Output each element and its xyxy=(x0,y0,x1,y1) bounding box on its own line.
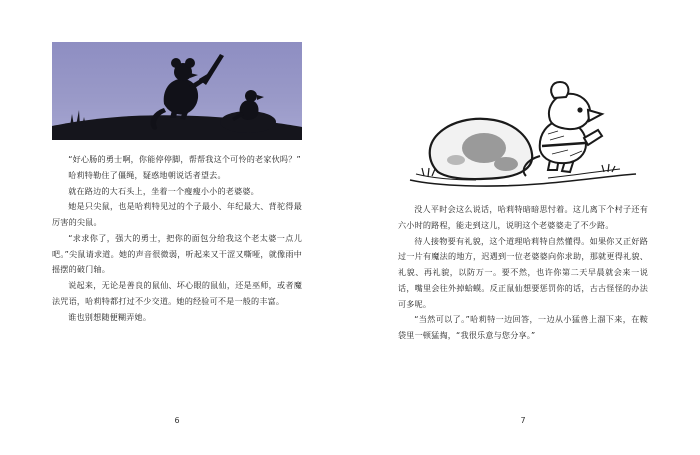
paragraph: “好心肠的勇士啊，你能停停脚，帮帮我这个可怜的老家伙吗？” xyxy=(68,154,301,164)
line-art-artwork xyxy=(398,42,648,190)
paragraph: 哈莉特勒住了僵绳，疑惑地朝说话者望去。 xyxy=(68,169,226,180)
paragraph: 没人平时会这么说话，哈莉特暗暗思忖着。这儿离下个村子还有六小时的路程，能走到这儿，说明这个老婆婆走了不少路。 xyxy=(398,204,648,230)
right-page-content xyxy=(398,42,648,412)
page-number-left: 6 xyxy=(174,416,180,425)
mouse-warrior-boulder-illustration xyxy=(398,42,648,190)
paragraph: 就在路边的大石头上，坐着一个瘦瘦小小的老婆婆。 xyxy=(68,185,259,196)
silhouette-artwork xyxy=(52,42,302,140)
paragraph: 待人接物要有礼貌，这个道理哈莉特自然懂得。如果你又正好路过一片有魔法的地方，迟遇到一位老婆婆向你求助，那就更得礼貌、礼貌、再礼貌，以防万一。要不然，也许你第二天早晨就会来一说话，嘴里会往外掉蛤蟆。反正鼠仙想要惩罚你的话，古古怪怪的办法可多呢。 xyxy=(398,235,648,309)
paragraph: 她是只尖鼠，也是哈莉特见过的个子最小、年纪最大、背驼得最厉害的尖鼠。 xyxy=(52,201,302,228)
paragraph: “当然可以了。”哈莉特一边回答，一边从小猛兽上溜下来，在鞍袋里一顿猛掏，“我很乐意与您分享。” xyxy=(398,314,648,341)
right-page xyxy=(350,0,700,455)
paragraph: “求求你了，强大的勇士，把你的面包分给我这个老太婆一点儿吧。”尖鼠请求道。她的声音很微弱，听起来又干涩又嘶哑，就像雨中摇摆的破门轴。 xyxy=(52,232,302,275)
left-page-content xyxy=(52,42,302,412)
right-page-text xyxy=(398,202,648,344)
silhouette-mouse-warrior-illustration xyxy=(52,42,302,140)
paragraph: 谁也别想随便糊弄她。 xyxy=(68,311,152,322)
paragraph: 说起来，无论是善良的鼠仙、坏心眼的鼠仙，还是巫师，或者魔法咒语，哈莉特都打过不少交道。她的经验可不是一般的丰富。 xyxy=(52,280,302,307)
left-page-text xyxy=(52,152,302,326)
page-number-right: 7 xyxy=(520,416,526,425)
